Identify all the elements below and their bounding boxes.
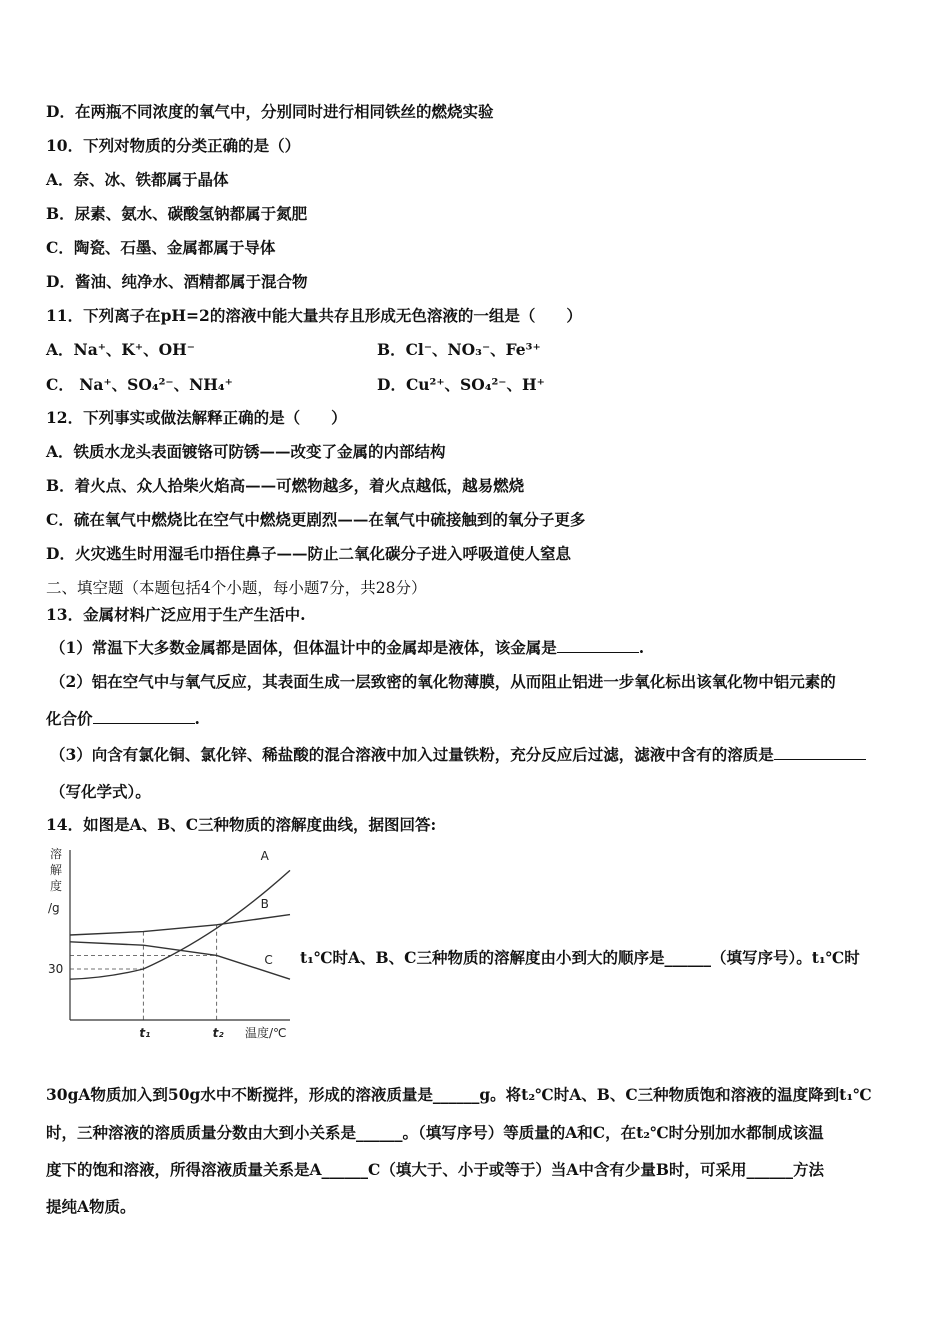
q12-stem: 12．下列事实或做法解释正确的是（ ） (46, 408, 347, 427)
q14-line2: 时，三种溶液的溶质质量分数由大到小关系是______。（填写序号）等质量的A和C，在t₂℃时分别加水都制成该温 (46, 1123, 824, 1142)
q12-option-d: D．火灾逃生时用湿毛巾捂住鼻子——防止二氧化碳分子进入呼吸道使人窒息 (46, 544, 571, 563)
q14-stem: 14．如图是A、B、C三种物质的溶解度曲线，据图回答: (46, 815, 437, 834)
y-tick-label: 30 (48, 962, 64, 976)
q11-option-d: D．Cu²⁺、SO₄²⁻、H⁺ (377, 375, 545, 394)
q10-option-d: D．酱油、纯净水、酒精都属于混合物 (46, 272, 308, 291)
q13-part2-end: . (194, 709, 200, 728)
answer-blank[interactable] (93, 709, 195, 724)
q11-stem: 11．下列离子在pH=2的溶液中能大量共存且形成无色溶液的一组是（ ） (46, 306, 582, 325)
y-label-1: 溶 (50, 847, 63, 861)
q12-option-c: C．硫在氧气中燃烧比在空气中燃烧更剧烈——在氧气中硫接触到的氧分子更多 (46, 510, 586, 529)
series-a-label: A (260, 849, 269, 864)
q13-stem: 13．金属材料广泛应用于生产生活中. (46, 605, 306, 624)
q14-side-text: t₁℃时A、B、C三种物质的溶解度由小到大的顺序是______（填写序号）。t₁℃时 (300, 948, 860, 967)
x-label: 温度/℃ (245, 1026, 287, 1040)
answer-blank[interactable] (557, 638, 639, 653)
q14-line4: 提纯A物质。 (46, 1197, 136, 1216)
y-label-unit: /g (48, 901, 60, 915)
q10-option-a: A．奈、冰、铁都属于晶体 (46, 170, 229, 189)
q13-part2-text: 化合价 (46, 709, 93, 728)
series-a-line (70, 870, 290, 979)
y-label-2: 解 (50, 863, 63, 877)
x-tick-label-1: t₁ (139, 1026, 151, 1040)
q13-part2-line1: （2）铝在空气中与氧气反应，其表面生成一层致密的氧化物薄膜，从而阻止铝进一步氧化标出该氧化物中铝元素的 (50, 672, 836, 691)
series-c-line (70, 942, 290, 979)
chart-series-group (48, 849, 290, 1040)
q14-line3: 度下的饱和溶液，所得溶液质量关系是A______C（填大于、小于或等于）当A中含有少量B时，可采用______方法 (46, 1160, 824, 1179)
q13-part1 (50, 638, 644, 658)
q10-stem: 10．下列对物质的分类正确的是（） (46, 136, 301, 155)
x-tick-label-2: t₂ (212, 1026, 224, 1040)
series-b-line (70, 915, 290, 935)
q10-option-c: C．陶瓷、石墨、金属都属于导体 (46, 238, 276, 257)
q13-part1-end: . (638, 638, 645, 657)
series-c-label: C (264, 952, 273, 967)
q14-line1: 30gA物质加入到50g水中不断搅拌，形成的溶液质量是______g。将t₂℃时A、B、C三种物质饱和溶液的温度降到t₁℃ (46, 1085, 872, 1104)
y-label-3: 度 (50, 879, 63, 893)
q12-option-b: B．着火点、众人拾柴火焰高——可燃物越多，着火点越低，越易燃烧 (46, 476, 525, 495)
q11-option-c: C． Na⁺、SO₄²⁻、NH₄⁺ (46, 375, 233, 394)
q10-option-b: B．尿素、氨水、碳酸氢钠都属于氮肥 (46, 204, 308, 223)
series-b-label: B (260, 896, 269, 911)
q13-part3-line1 (50, 745, 866, 765)
solubility-chart (40, 840, 300, 1050)
q12-option-a: A．铁质水龙头表面镀铬可防锈——改变了金属的内部结构 (46, 442, 446, 461)
q13-part2-line2 (46, 709, 200, 729)
q11-option-b: B．Cl⁻、NO₃⁻、Fe³⁺ (377, 340, 541, 359)
q9-option-d: D．在两瓶不同浓度的氧气中，分别同时进行相同铁丝的燃烧实验 (46, 102, 494, 121)
q13-part1-text: （1）常温下大多数金属都是固体，但体温计中的金属却是液体，该金属是 (50, 638, 557, 657)
q13-part3-text: （3）向含有氯化铜、氯化锌、稀盐酸的混合溶液中加入过量铁粉，充分反应后过滤，滤液中含有的溶质是 (50, 745, 774, 764)
answer-blank[interactable] (774, 745, 866, 760)
section-heading: 二、填空题（本题包括4个小题，每小题7分，共28分） (46, 579, 427, 597)
q11-option-a: A．Na⁺、K⁺、OH⁻ (46, 340, 195, 359)
q13-part3-line2: （写化学式）。 (50, 782, 151, 801)
